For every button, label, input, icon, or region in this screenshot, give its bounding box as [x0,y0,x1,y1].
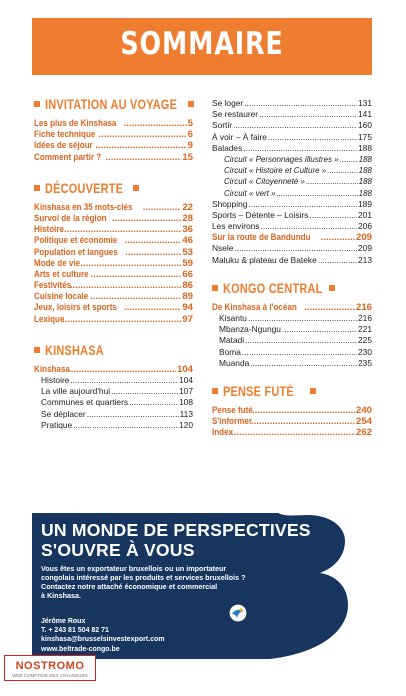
bullet-square-icon [310,388,316,394]
toc-entry[interactable]: Idées de séjour ..... 9 [34,140,193,151]
toc-left-column [34,96,193,431]
toc-group [212,98,372,266]
toc-entry[interactable]: Kinshasa ..... 104 [34,364,193,375]
toc-entry[interactable]: À voir – À faire ..... 175 [212,132,372,143]
bullet-square-icon [34,347,40,353]
toc-entry[interactable]: Nsele ..... 209 [212,243,372,254]
toc-entry[interactable]: Cuisine locale ..... 89 [34,291,193,302]
ad-contact-block [41,617,165,654]
bullet-square-icon [212,388,218,394]
contact-email[interactable]: kinshasa@brusselsinvestexport.com [41,636,165,644]
toc-entry[interactable]: Muanda ..... 235 [212,358,372,369]
toc-entry[interactable]: Les plus de Kinshasa ..... 5 [34,118,193,129]
section-heading: PENSE FUTÉ [212,383,372,399]
section-heading: KINSHASA [34,342,193,358]
advertisement-panel [32,513,373,659]
toc-entry[interactable]: S'informer ..... 254 [212,416,372,427]
toc-entry[interactable]: De Kinshasa à l'océan ..... 216 [212,302,372,313]
toc-group [34,364,193,431]
nostromo-watermark: NOSTROMO WEB COMPTOIR DES VOYAGEURS [4,655,96,681]
toc-group [212,302,372,369]
title-banner [32,18,372,75]
page-title: SOMMAIRE [120,26,284,62]
toc-group [34,202,193,325]
toc-entry[interactable]: Les environs ..... 206 [212,221,372,232]
toc-entry[interactable]: Se déplacer ..... 113 [34,409,193,420]
toc-entry[interactable]: Kisantu ..... 216 [212,313,372,324]
toc-group [212,405,372,439]
invest-export-bird-icon [228,603,248,623]
toc-entry[interactable]: Se loger ..... 131 [212,98,372,109]
bullet-square-icon [212,285,218,291]
toc-entry[interactable]: Index ..... 262 [212,427,372,438]
toc-entry[interactable]: Arts et culture ..... 66 [34,269,193,280]
toc-entry[interactable]: Jeux, loisirs et sports ..... 94 [34,302,193,313]
toc-entry[interactable]: Circuit « Personnages illustres » ..... 188 [212,154,372,165]
bullet-square-icon [34,101,40,107]
bullet-square-icon [133,185,139,191]
toc-entry[interactable]: Matadi ..... 225 [212,335,372,346]
toc-entry[interactable]: Sortir ..... 160 [212,120,372,131]
toc-group [34,118,193,163]
section-heading: KONGO CENTRAL [212,280,372,296]
toc-entry[interactable]: Sports – Détente – Loisirs ..... 201 [212,210,372,221]
toc-entry[interactable]: Kinshasa en 35 mots-clés ..... 22 [34,202,193,213]
toc-entry[interactable]: La ville aujourd'hui ..... 107 [34,386,193,397]
toc-entry[interactable]: Survol de la région ..... 28 [34,213,193,224]
contact-website[interactable]: www.beltrade-congo.be [41,645,120,653]
toc-entry[interactable]: Population et langues ..... 53 [34,247,193,258]
toc-entry[interactable]: Balades ..... 188 [212,143,372,154]
toc-entry[interactable]: Circuit « vert » ..... 188 [212,188,372,199]
contact-name: Jérôme Roux [41,618,86,625]
toc-entry[interactable]: Pense futé ..... 240 [212,405,372,416]
toc-entry[interactable]: Communes et quartiers ..... 108 [34,397,193,408]
contact-phone: T. + 243 81 504 82 71 [41,627,109,635]
bullet-square-icon [34,185,40,191]
toc-entry[interactable]: Circuit « Citoyenneté » ..... 188 [212,176,372,187]
toc-entry[interactable]: Mbanza-Ngungu ..... 221 [212,324,372,335]
toc-entry[interactable]: Fiche technique ..... 6 [34,129,193,140]
toc-entry[interactable]: Histoire ..... 36 [34,224,193,235]
toc-entry[interactable]: Boma ..... 230 [212,347,372,358]
toc-right-column [212,98,372,439]
section-heading: INVITATION AU VOYAGE [34,96,193,112]
bullet-square-icon [329,285,335,291]
invest-export-logo: invest-export .brussels créateur de perspectives [242,624,303,650]
ad-body-text: Vous êtes un exportateur bruxellois ou un importateur congolais intéressé par les produits et services bruxellois ? Contactez notre attaché économique et commercial à Kinshasa. [41,564,246,600]
toc-entry[interactable]: Comment partir ? ..... 15 [34,152,193,163]
toc-entry[interactable]: Histoire ..... 104 [34,375,193,386]
toc-entry[interactable]: Shopping ..... 189 [212,199,372,210]
ad-headline: UN MONDE DE PERSPECTIVES S'OUVRE À VOUS [41,520,311,560]
toc-entry[interactable]: Pratique ..... 120 [34,420,193,431]
section-heading: DÉCOUVERTE [34,180,193,196]
toc-entry[interactable]: Se restaurer ..... 141 [212,109,372,120]
bullet-square-icon [188,101,194,107]
toc-entry[interactable]: Circuit « Histoire et Culture » ..... 188 [212,165,372,176]
toc-entry[interactable]: Maluku & plateau de Bateke ..... 213 [212,255,372,266]
toc-entry[interactable]: Festivités ..... 86 [34,280,193,291]
toc-entry[interactable]: Sur la route de Bandundu ..... 209 [212,232,372,243]
toc-entry[interactable]: Politique et économie ..... 46 [34,235,193,246]
toc-entry[interactable]: Mode de vie ..... 59 [34,258,193,269]
toc-entry[interactable]: Lexique ..... 97 [34,314,193,325]
